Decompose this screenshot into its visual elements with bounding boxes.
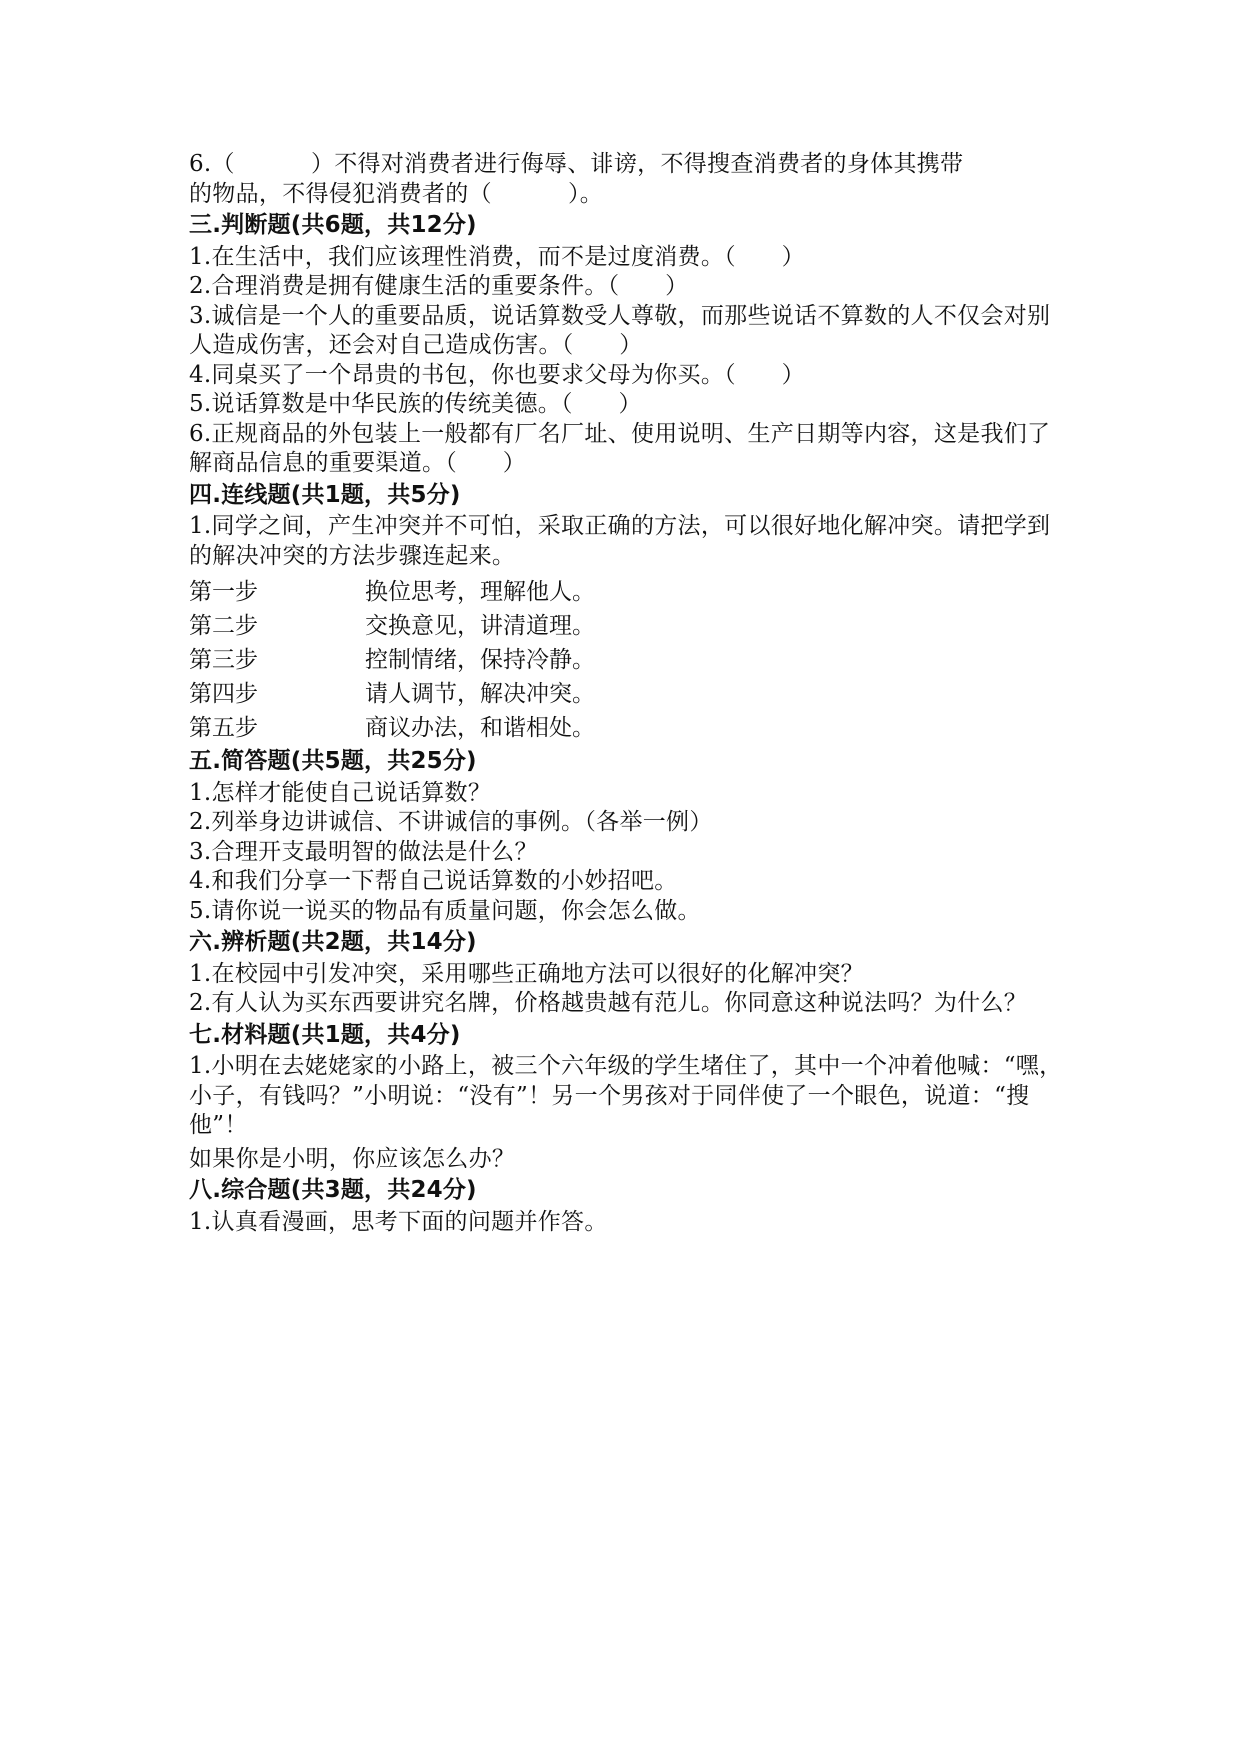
match-row: [189, 575, 1069, 609]
match-method-2: 交换意见，讲清道理。: [365, 613, 595, 639]
match-question: 1.同学之间，产生冲突并不可怕，采取正确的方法，可以很好地化解冲突。请把学到的解决冲突的方法步骤连起来。: [189, 513, 1051, 569]
match-table: [189, 575, 1069, 745]
analysis-item-1: 1.在校园中引发冲突，采用哪些正确地方法可以很好的化解冲突？: [189, 960, 864, 987]
match-method-5: 商议办法，和谐相处。: [365, 715, 595, 741]
judge-item-5: 5.说话算数是中华民族的传统美德。（ ）: [189, 391, 642, 417]
match-method-3: 控制情绪，保持冷静。: [365, 647, 595, 673]
match-row: [189, 609, 1069, 643]
section-6-title: 六.辨析题(共2题，共14分): [189, 929, 477, 955]
short-answer-item-2: 2.列举身边讲诚信、不讲诚信的事例。（各举一例）: [189, 809, 713, 835]
judge-item-2: 2.合理消费是拥有健康生活的重要条件。（ ）: [189, 273, 689, 299]
material-question: 如果你是小明，你应该怎么办？: [189, 1145, 516, 1172]
match-row: [189, 677, 1069, 711]
match-step-2: 第二步: [189, 613, 258, 639]
q6-line-2: 的物品，不得侵犯消费者的（ ）。: [189, 180, 604, 207]
section-3-title: 三.判断题(共6题，共12分): [189, 212, 477, 238]
match-row: [189, 643, 1069, 677]
section-7-title: 七.材料题(共1题，共4分): [189, 1021, 461, 1048]
analysis-item-2: 2.有人认为买东西要讲究名牌，价格越贵越有范儿。你同意这种说法吗？为什么？: [189, 990, 1028, 1016]
judge-item-4: 4.同桌买了一个昂贵的书包，你也要求父母为你买。（ ）: [189, 361, 805, 388]
match-method-4: 请人调节，解决冲突。: [365, 681, 595, 707]
section-8-title: 八.综合题(共3题，共24分): [189, 1177, 477, 1203]
match-step-1: 第一步: [189, 579, 258, 605]
material-text: 1.小明在去姥姥家的小路上，被三个六年级的学生堵住了，其中一个冲着他喊：“嘿，小子，有钱吗？”小明说：“没有”！另一个男孩对于同伴使了一个眼色，说道：“搜他”！: [189, 1053, 1063, 1138]
match-method-1: 换位思考，理解他人。: [365, 579, 595, 605]
section-5-title: 五.简答题(共5题，共25分): [189, 748, 477, 774]
judge-item-3: 3.诚信是一个人的重要品质，说话算数受人尊敬，而那些说话不算数的人不仅会对别人造成伤害，还会对自己造成伤害。（ ）: [189, 302, 1051, 358]
match-step-3: 第三步: [189, 647, 258, 673]
document-page: [189, 150, 1069, 1237]
q6-line-1: 6.（ ）不得对消费者进行侮辱、诽谤，不得搜查消费者的身体其携带: [189, 151, 964, 177]
short-answer-item-1: 1.怎样才能使自己说话算数？: [189, 779, 492, 806]
match-row: [189, 711, 1069, 745]
judge-item-6: 6.正规商品的外包装上一般都有厂名厂址、使用说明、生产日期等内容，这是我们了解商品信息的重要渠道。（ ）: [189, 420, 1051, 476]
short-answer-item-4: 4.和我们分享一下帮自己说话算数的小妙招吧。: [189, 868, 678, 894]
short-answer-item-3: 3.合理开支最明智的做法是什么？: [189, 838, 538, 865]
match-step-5: 第五步: [189, 715, 258, 741]
comprehensive-item-1: 1.认真看漫画，思考下面的问题并作答。: [189, 1208, 608, 1235]
match-step-4: 第四步: [189, 681, 258, 707]
judge-item-1: 1.在生活中，我们应该理性消费，而不是过度消费。（ ）: [189, 243, 805, 270]
short-answer-item-5: 5.请你说一说买的物品有质量问题，你会怎么做。: [189, 897, 701, 924]
section-4-title: 四.连线题(共1题，共5分): [189, 481, 461, 508]
